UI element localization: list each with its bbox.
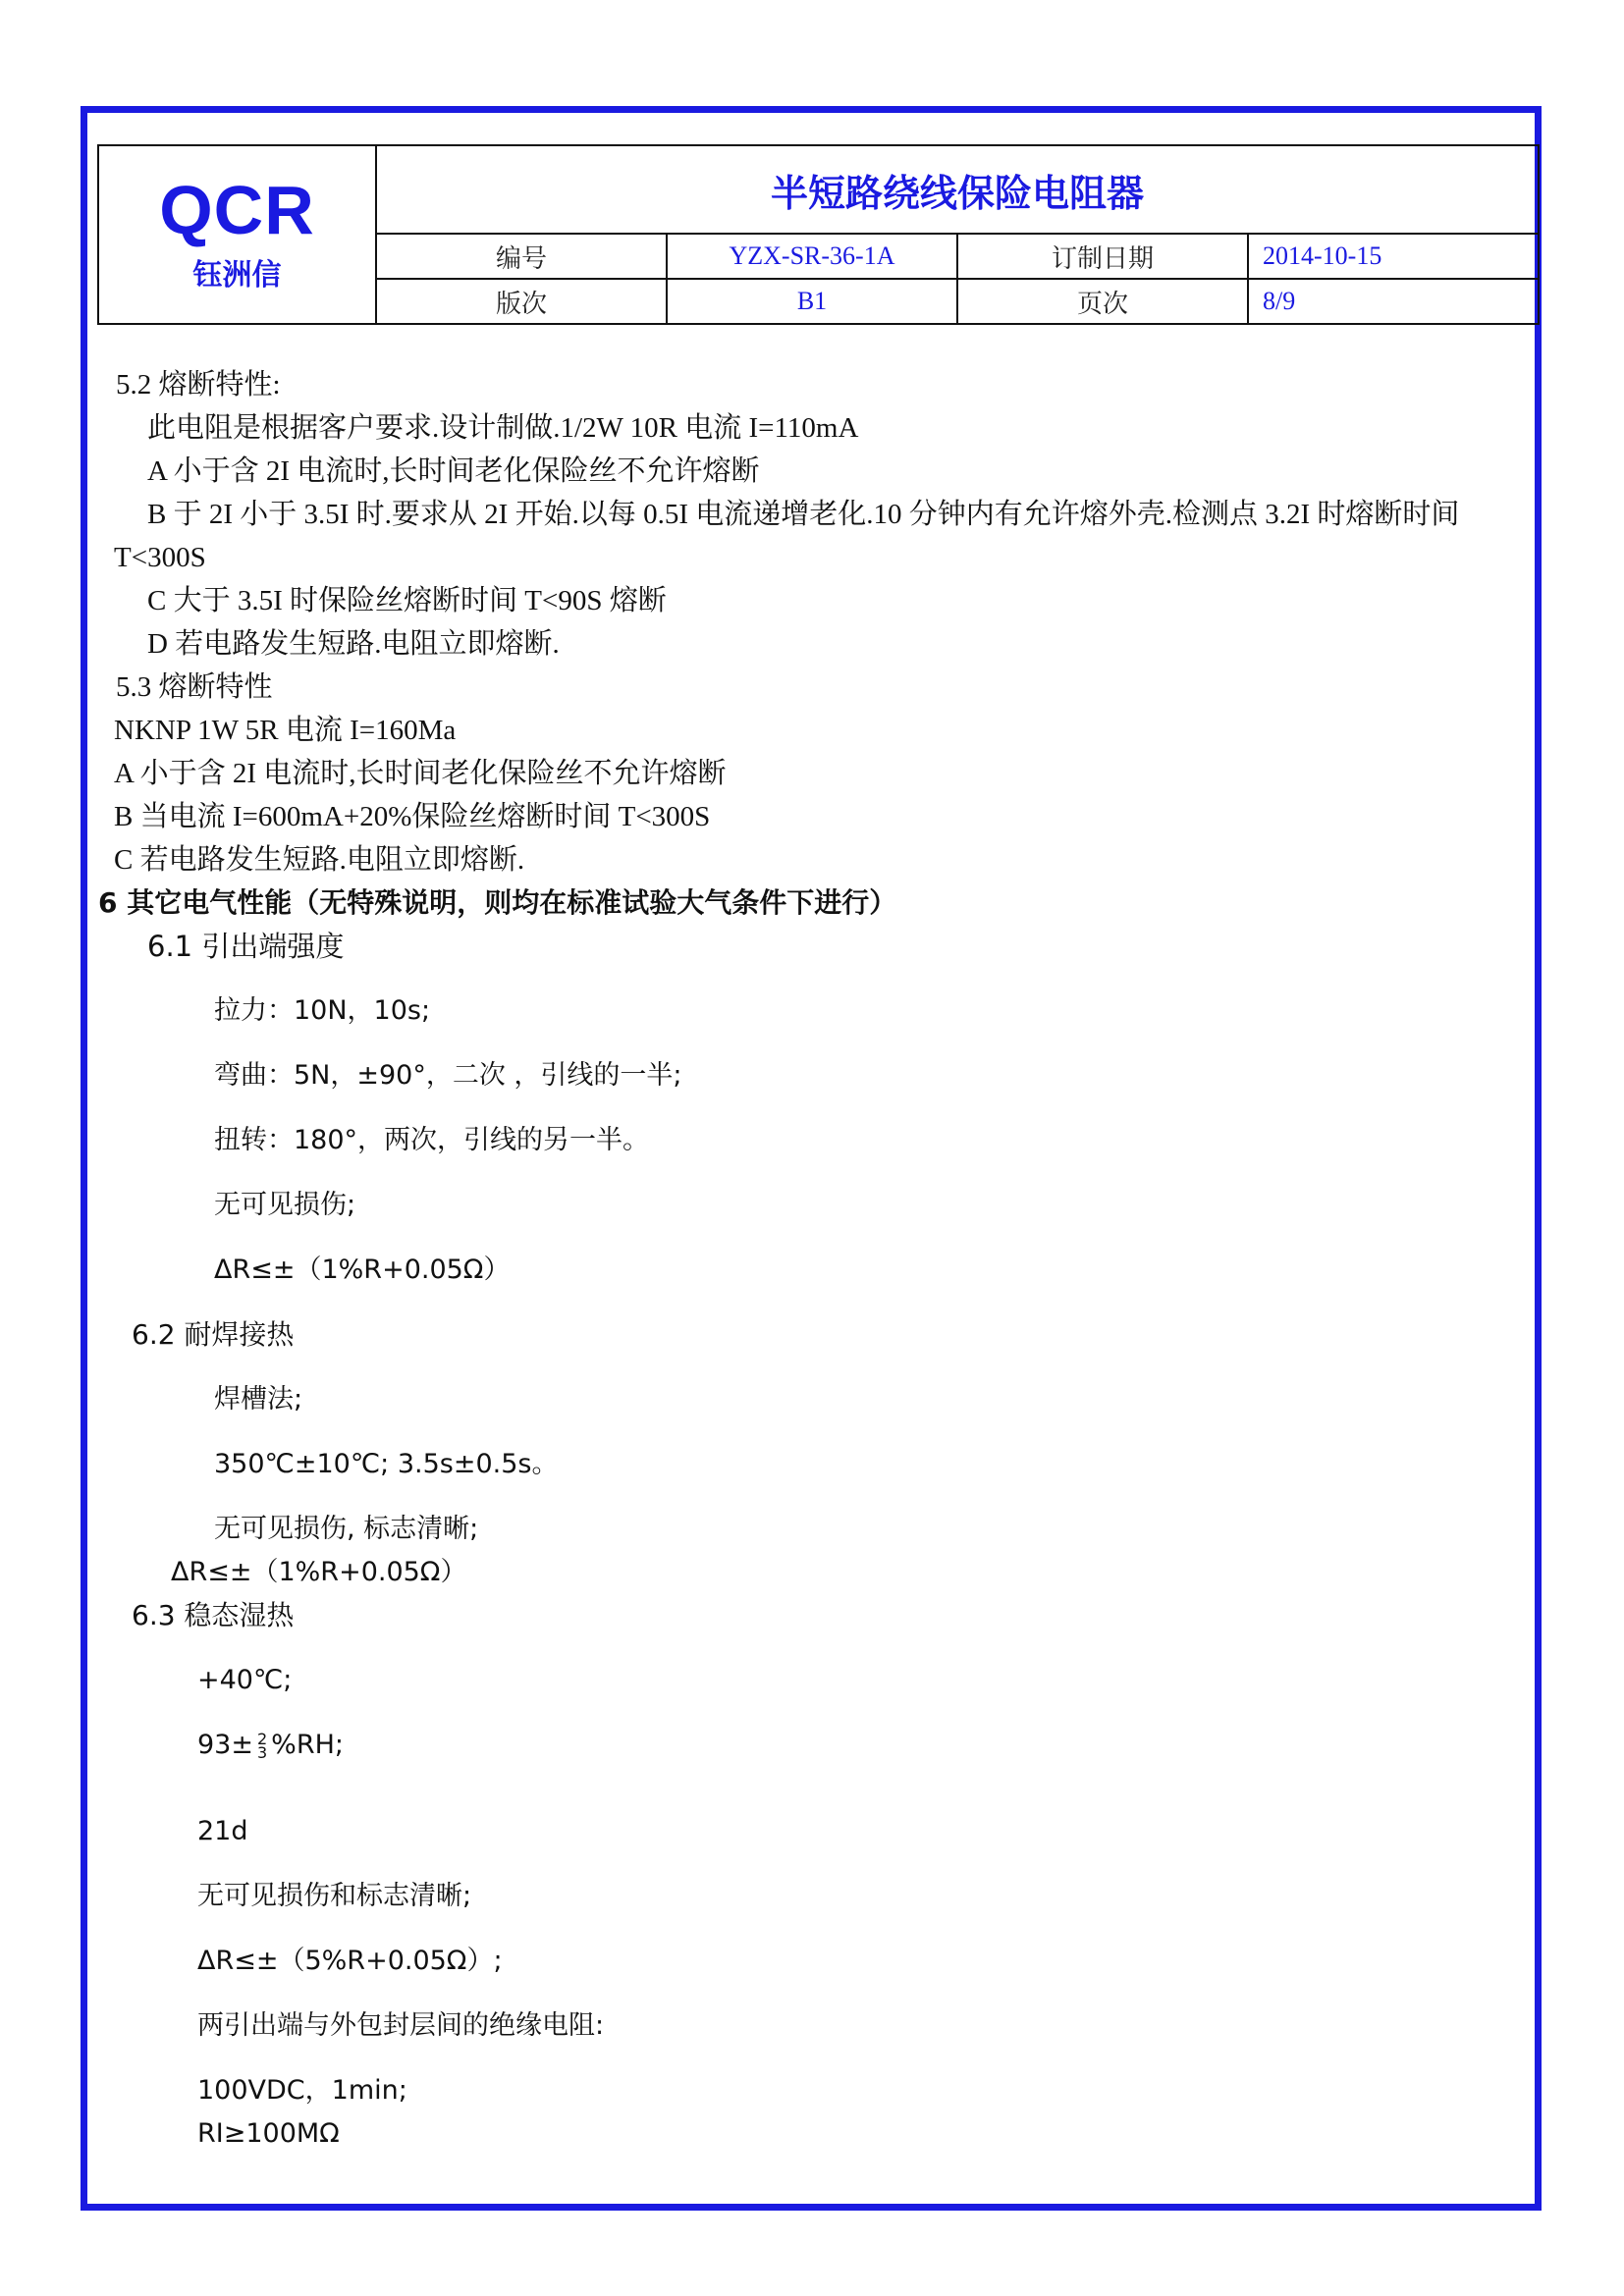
section-6-1-line: 扭转：180°，两次，引线的另一半。 — [214, 1125, 650, 1155]
section-6-3-line: 100VDC，1min; — [197, 2075, 407, 2106]
section-5-2-line: B 于 2I 小于 3.5I 时.要求从 2I 开始.以每 0.5I 电流递增老化.10 分钟内有允许熔外壳.检测点 3.2I 时熔断时间 T<300S — [114, 499, 1460, 573]
date-value: 2014-10-15 — [1248, 234, 1539, 279]
section-5-2-line: 此电阻是根据客户要求.设计制做.1/2W 10R 电流 I=110mA — [147, 412, 859, 444]
section-6-3-line: +40℃; — [197, 1665, 293, 1695]
section-6-1-line: ΔR≤±（1%R+0.05Ω） — [214, 1255, 511, 1285]
section-6-2-heading: 6.2 耐焊接热 — [132, 1318, 295, 1351]
section-6-2-line: 焊槽法; — [214, 1384, 303, 1415]
section-5-3-heading: 5.3 熔断特性 — [116, 671, 273, 703]
section-5-2-line: D 若电路发生短路.电阻立即熔断. — [147, 628, 560, 660]
section-5-2-line: A 小于含 2I 电流时,长时间老化保险丝不允许熔断 — [147, 455, 760, 487]
logo-text: QCR — [159, 172, 315, 248]
section-5-2-heading: 5.2 熔断特性: — [116, 369, 281, 400]
version-label: 版次 — [376, 279, 667, 324]
section-6-2-line: 无可见损伤, 标志清晰; — [214, 1514, 479, 1544]
document-title: 半短路绕线保险电阻器 — [376, 145, 1539, 234]
section-6-3-line: 两引出端与外包封层间的绝缘电阻: — [197, 2010, 605, 2041]
page-value: 8/9 — [1248, 279, 1539, 324]
company-logo — [98, 145, 376, 324]
section-6-1-line: 弯曲：5N，±90°，二次 ，引线的一半; — [214, 1060, 682, 1091]
section-6-2-line: 350℃±10℃; 3.5s±0.5s。 — [214, 1449, 559, 1479]
section-6-1-line: 拉力：10N，10s; — [214, 995, 431, 1026]
code-label: 编号 — [376, 234, 667, 279]
code-value: YZX-SR-36-1A — [667, 234, 957, 279]
section-6-3-humidity: 93± 2 3 %RH; — [197, 1729, 344, 1762]
date-label: 订制日期 — [957, 234, 1248, 279]
section-5-3-line: C 若电路发生短路.电阻立即熔断. — [114, 844, 525, 876]
section-6-heading: 6 其它电气性能（无特殊说明，则均在标准试验大气条件下进行） — [98, 886, 897, 919]
section-5-3-line: A 小于含 2I 电流时,长时间老化保险丝不允许熔断 — [114, 758, 727, 789]
section-6-1-heading: 6.1 引出端强度 — [147, 930, 345, 963]
section-6-3-line: ΔR≤±（5%R+0.05Ω）; — [197, 1946, 503, 1976]
section-6-1-line: 无可见损伤; — [214, 1190, 356, 1220]
version-value: B1 — [667, 279, 957, 324]
section-5-2-line: C 大于 3.5I 时保险丝熔断时间 T<90S 熔断 — [147, 585, 667, 616]
document-header-table — [97, 144, 1540, 325]
document-body — [98, 363, 1538, 2156]
section-5-3-line: NKNP 1W 5R 电流 I=160Ma — [114, 715, 457, 746]
section-6-3-line: RI≥100MΩ — [197, 2118, 340, 2149]
section-6-3-heading: 6.3 稳态湿热 — [132, 1599, 295, 1631]
section-6-3-line: 21d — [197, 1816, 248, 1846]
section-6-2-line: ΔR≤±（1%R+0.05Ω） — [171, 1557, 467, 1587]
company-name: 钰洲信 — [192, 258, 282, 293]
section-5-3-line: B 当电流 I=600mA+20%保险丝熔断时间 T<300S — [114, 801, 711, 832]
page-label: 页次 — [957, 279, 1248, 324]
tolerance-fraction: 2 3 — [256, 1729, 268, 1762]
section-6-3-line: 无可见损伤和标志清晰; — [197, 1881, 472, 1911]
